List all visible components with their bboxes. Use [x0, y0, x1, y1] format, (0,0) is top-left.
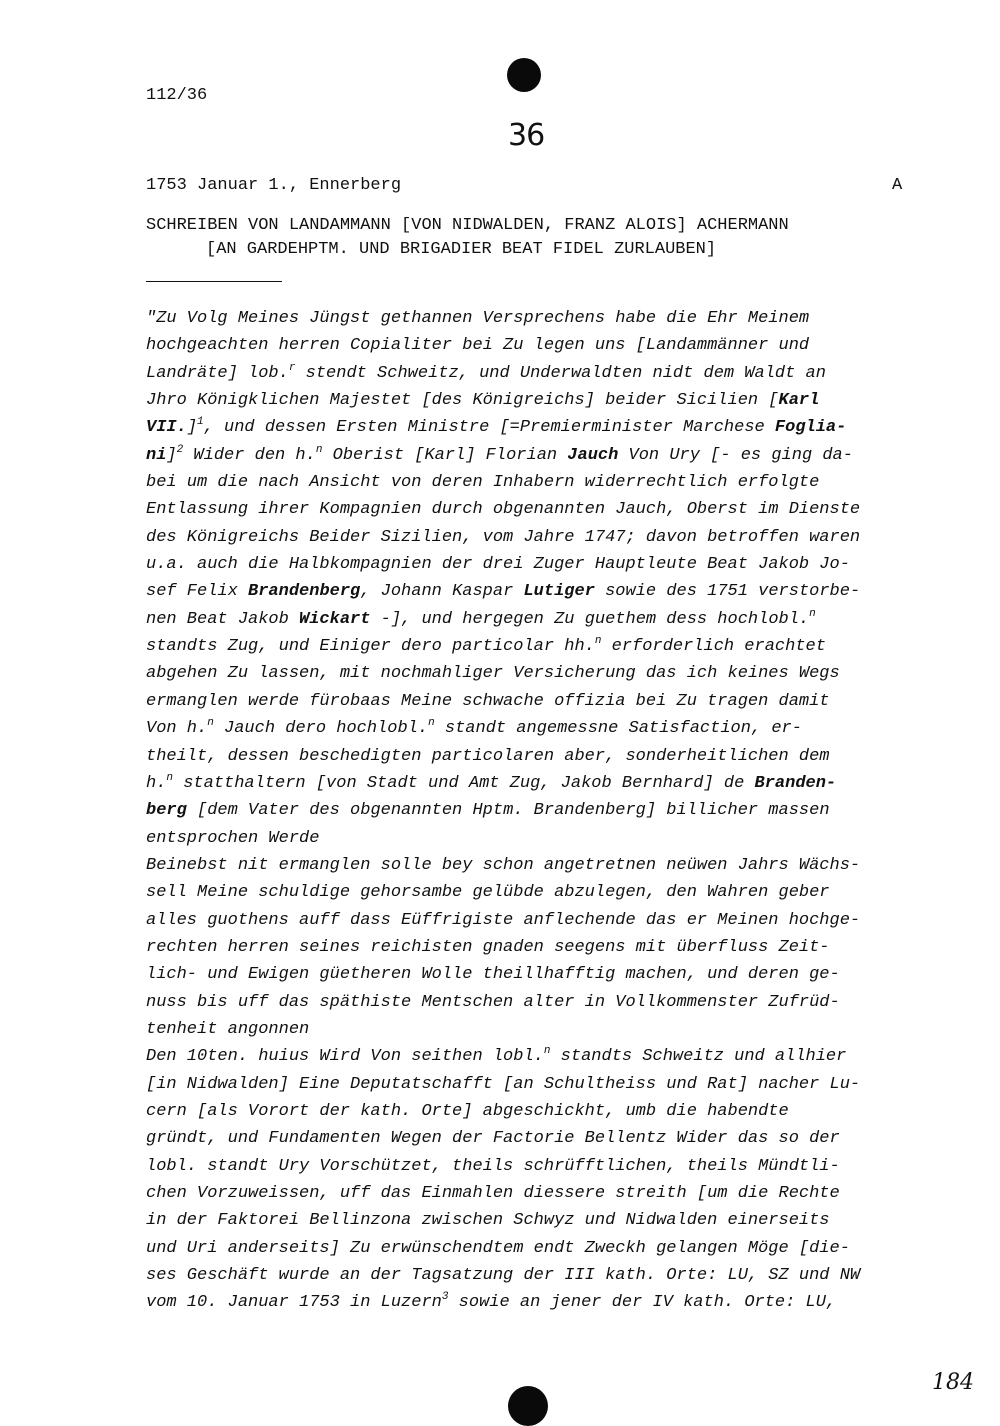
text-segment: Oberist [Karl] Florian [322, 445, 568, 465]
body-line [146, 743, 916, 770]
body-line [146, 387, 916, 414]
body-line [146, 1180, 916, 1207]
text-segment: gründt, und Fundamenten Wegen der Factorie Bellentz Wider das so der [146, 1129, 840, 1149]
text-segment: nuss bis uff das späthiste Mentschen alter in Vollkommenster Zufrüd- [146, 992, 840, 1012]
document-heading [146, 214, 926, 262]
text-segment: alles guothens auff dass Eüffrigiste anflechende das er Meinen hochge- [146, 910, 861, 930]
body-line [146, 934, 916, 961]
text-segment: bei um die nach Ansicht von deren Inhabern widerrechtlich erfolgte [146, 473, 820, 493]
text-segment: stendt Schweitz, und Underwaldten nidt dem Waldt an [295, 363, 826, 383]
body-line [146, 879, 916, 906]
text-segment: Von h. [146, 719, 208, 739]
superscript: n [207, 717, 214, 730]
body-line [146, 1125, 916, 1152]
text-segment: sowie des 1751 verstorbe- [594, 582, 861, 602]
text-segment: vom 10. Januar 1753 in Luzern [146, 1293, 442, 1313]
superscript: 1 [197, 416, 204, 429]
body-line [146, 852, 916, 879]
superscript: n [809, 607, 816, 620]
bold-name: Jauch [567, 445, 619, 465]
superscript: r [288, 361, 296, 374]
body-line [146, 688, 916, 715]
superscript: n [594, 635, 602, 648]
body-line [146, 715, 916, 742]
bold-name: berg [146, 801, 187, 821]
document-type-letter: A [892, 176, 903, 195]
text-segment: sell Meine schuldige gehorsambe gelübde abzulegen, den Wahren geber [146, 883, 830, 903]
page-number: 36 [508, 118, 545, 153]
text-segment: Landräte] lob. [146, 363, 289, 383]
text-segment: , Johann Kaspar [360, 582, 524, 602]
body-line [146, 442, 916, 469]
body-line [146, 360, 916, 387]
text-segment: sef Felix [146, 582, 249, 602]
body-line [146, 961, 916, 988]
text-segment: Wider den h. [183, 445, 316, 465]
text-segment: Jauch dero hochlobl. [213, 719, 429, 739]
body-line [146, 524, 916, 551]
body-line [146, 989, 916, 1016]
body-line [146, 1289, 916, 1316]
body-line [146, 825, 916, 852]
text-segment: standts Schweitz und allhier [550, 1047, 847, 1067]
body-line [146, 1235, 916, 1262]
text-segment: , und dessen Ersten Ministre [=Premierminister Marchese [203, 418, 775, 438]
text-segment: lich- und Ewigen güetheren Wolle theillhafftig machen, und deren ge- [146, 965, 840, 985]
heading-line-2: [AN GARDEHPTM. UND BRIGADIER BEAT FIDEL ZURLAUBEN] [206, 240, 717, 259]
text-segment: und Uri anderseits] Zu erwünschendtem endt Zweckh gelangen Möge [die- [146, 1238, 850, 1258]
text-segment: erforderlich erachtet [601, 637, 826, 657]
body-line [146, 633, 916, 660]
text-segment: ses Geschäft wurde an der Tagsatzung der III kath. Orte: LU, SZ und NW [146, 1266, 861, 1286]
body-line [146, 1207, 916, 1234]
superscript: n [428, 717, 435, 730]
body-line [146, 1262, 916, 1289]
text-segment: hochgeachten herren Copialiter bei Zu legen uns [Landammänner und [146, 336, 810, 356]
superscript: 2 [176, 443, 184, 456]
text-segment: Von Ury [- es ging da- [618, 445, 853, 465]
body-line [146, 770, 916, 797]
body-line [146, 660, 916, 687]
heading-divider [146, 281, 282, 282]
text-segment: Beinebst nit ermanglen solle bey schon angetretnen neüwen Jahrs Wächs- [146, 855, 861, 875]
text-segment: tenheit angonnen [146, 1019, 310, 1039]
body-line [146, 578, 916, 605]
bold-name: Brandenberg [248, 582, 361, 602]
date-place-line: 1753 Januar 1., Ennerberg [146, 176, 402, 195]
text-segment: entsprochen Werde [146, 828, 320, 848]
letter-body [146, 305, 916, 1317]
text-segment: chen Vorzuweissen, uff das Einmahlen diessere streith [um die Rechte [146, 1184, 840, 1203]
superscript: n [166, 771, 174, 784]
bold-name: Lutiger [523, 582, 595, 602]
text-segment: des Königreichs Beider Sizilien, vom Jahre 1747; davon betroffen waren [146, 527, 861, 547]
text-segment: lobl. standt Ury Vorschützet, theils schrüfftlichen, theils Mündtli- [146, 1156, 840, 1176]
body-line [146, 1043, 916, 1070]
text-segment: Den 10ten. huius Wird Von seithen lobl. [146, 1047, 544, 1067]
text-segment: u.a. auch die Halbkompagnien der drei Zuger Hauptleute Beat Jakob Jo- [146, 555, 850, 575]
body-line [146, 1153, 916, 1180]
body-line [146, 797, 916, 824]
text-segment: theilt, dessen beschedigten particolaren aber, sonderheitlichen dem [146, 746, 830, 766]
text-segment: in der Faktorei Bellinzona zwischen Schwyz und Nidwalden einerseits [146, 1211, 830, 1231]
superscript: n [543, 1045, 551, 1058]
text-segment: Jhro Königklichen Majestet [des Königreichs] beider Sicilien [ [146, 391, 779, 411]
text-segment: "Zu Volg Meines Jüngst gethannen Versprechens habe die Ehr Meinem [146, 309, 810, 328]
body-line [146, 332, 916, 359]
text-segment: standt angemessne Satisfaction, er- [434, 719, 802, 739]
body-line [146, 606, 916, 633]
text-segment: sowie an jener der IV kath. Orte: LU, [448, 1293, 837, 1313]
archive-reference: 112/36 [146, 86, 208, 105]
text-segment: statthaltern [von Stadt und Amt Zug, Jakob Bernhard] de [173, 773, 755, 793]
bold-name: Foglia- [774, 418, 847, 438]
text-segment: ] [186, 418, 198, 438]
body-line [146, 1098, 916, 1125]
text-segment: Entlassung ihrer Kompagnien durch obgenannten Jauch, Oberst im Dienste [146, 500, 861, 520]
body-line [146, 414, 916, 441]
superscript: n [315, 443, 323, 456]
bold-name: ni [146, 445, 167, 465]
punch-hole-top [507, 58, 541, 92]
text-segment: nen Beat Jakob [146, 609, 300, 629]
text-segment: h. [146, 773, 167, 793]
text-segment: abgehen Zu lassen, mit nochmahliger Versicherung das ich keines Wegs [146, 664, 840, 684]
text-segment: -], und hergegen Zu guethem dess hochlobl. [370, 609, 810, 629]
heading-line-1: SCHREIBEN VON LANDAMMANN [VON NIDWALDEN, FRANZ ALOIS] ACHERMANN [146, 216, 789, 235]
superscript: 3 [441, 1291, 449, 1304]
bold-name: VII. [146, 418, 187, 438]
body-line [146, 1071, 916, 1098]
text-segment: rechten herren seines reichisten gnaden seegens mit überfluss Zeit- [146, 937, 830, 957]
text-segment: standts Zug, und Einiger dero particolar hh. [146, 637, 595, 657]
punch-hole-bottom [508, 1386, 548, 1426]
text-segment: cern [als Vorort der kath. Orte] abgeschickht, umb die habendte [146, 1101, 789, 1121]
bold-name: Karl [778, 391, 820, 411]
body-line [146, 551, 916, 578]
body-line [146, 496, 916, 523]
bold-name: Branden- [754, 773, 837, 793]
text-segment: ermanglen werde fürobaas Meine schwache offizia bei Zu tragen damit [146, 691, 830, 711]
handwritten-folio-number: 184 [932, 1370, 974, 1395]
body-line [146, 1016, 916, 1043]
bold-name: Wickart [299, 609, 371, 629]
text-segment: [dem Vater des obgenannten Hptm. Brandenberg] billicher massen [186, 801, 830, 821]
body-line [146, 907, 916, 934]
text-segment: ] [166, 445, 177, 465]
body-line [146, 305, 916, 332]
body-line [146, 469, 916, 496]
text-segment: [in Nidwalden] Eine Deputatschafft [an Schultheiss und Rat] nacher Lu- [146, 1074, 861, 1094]
